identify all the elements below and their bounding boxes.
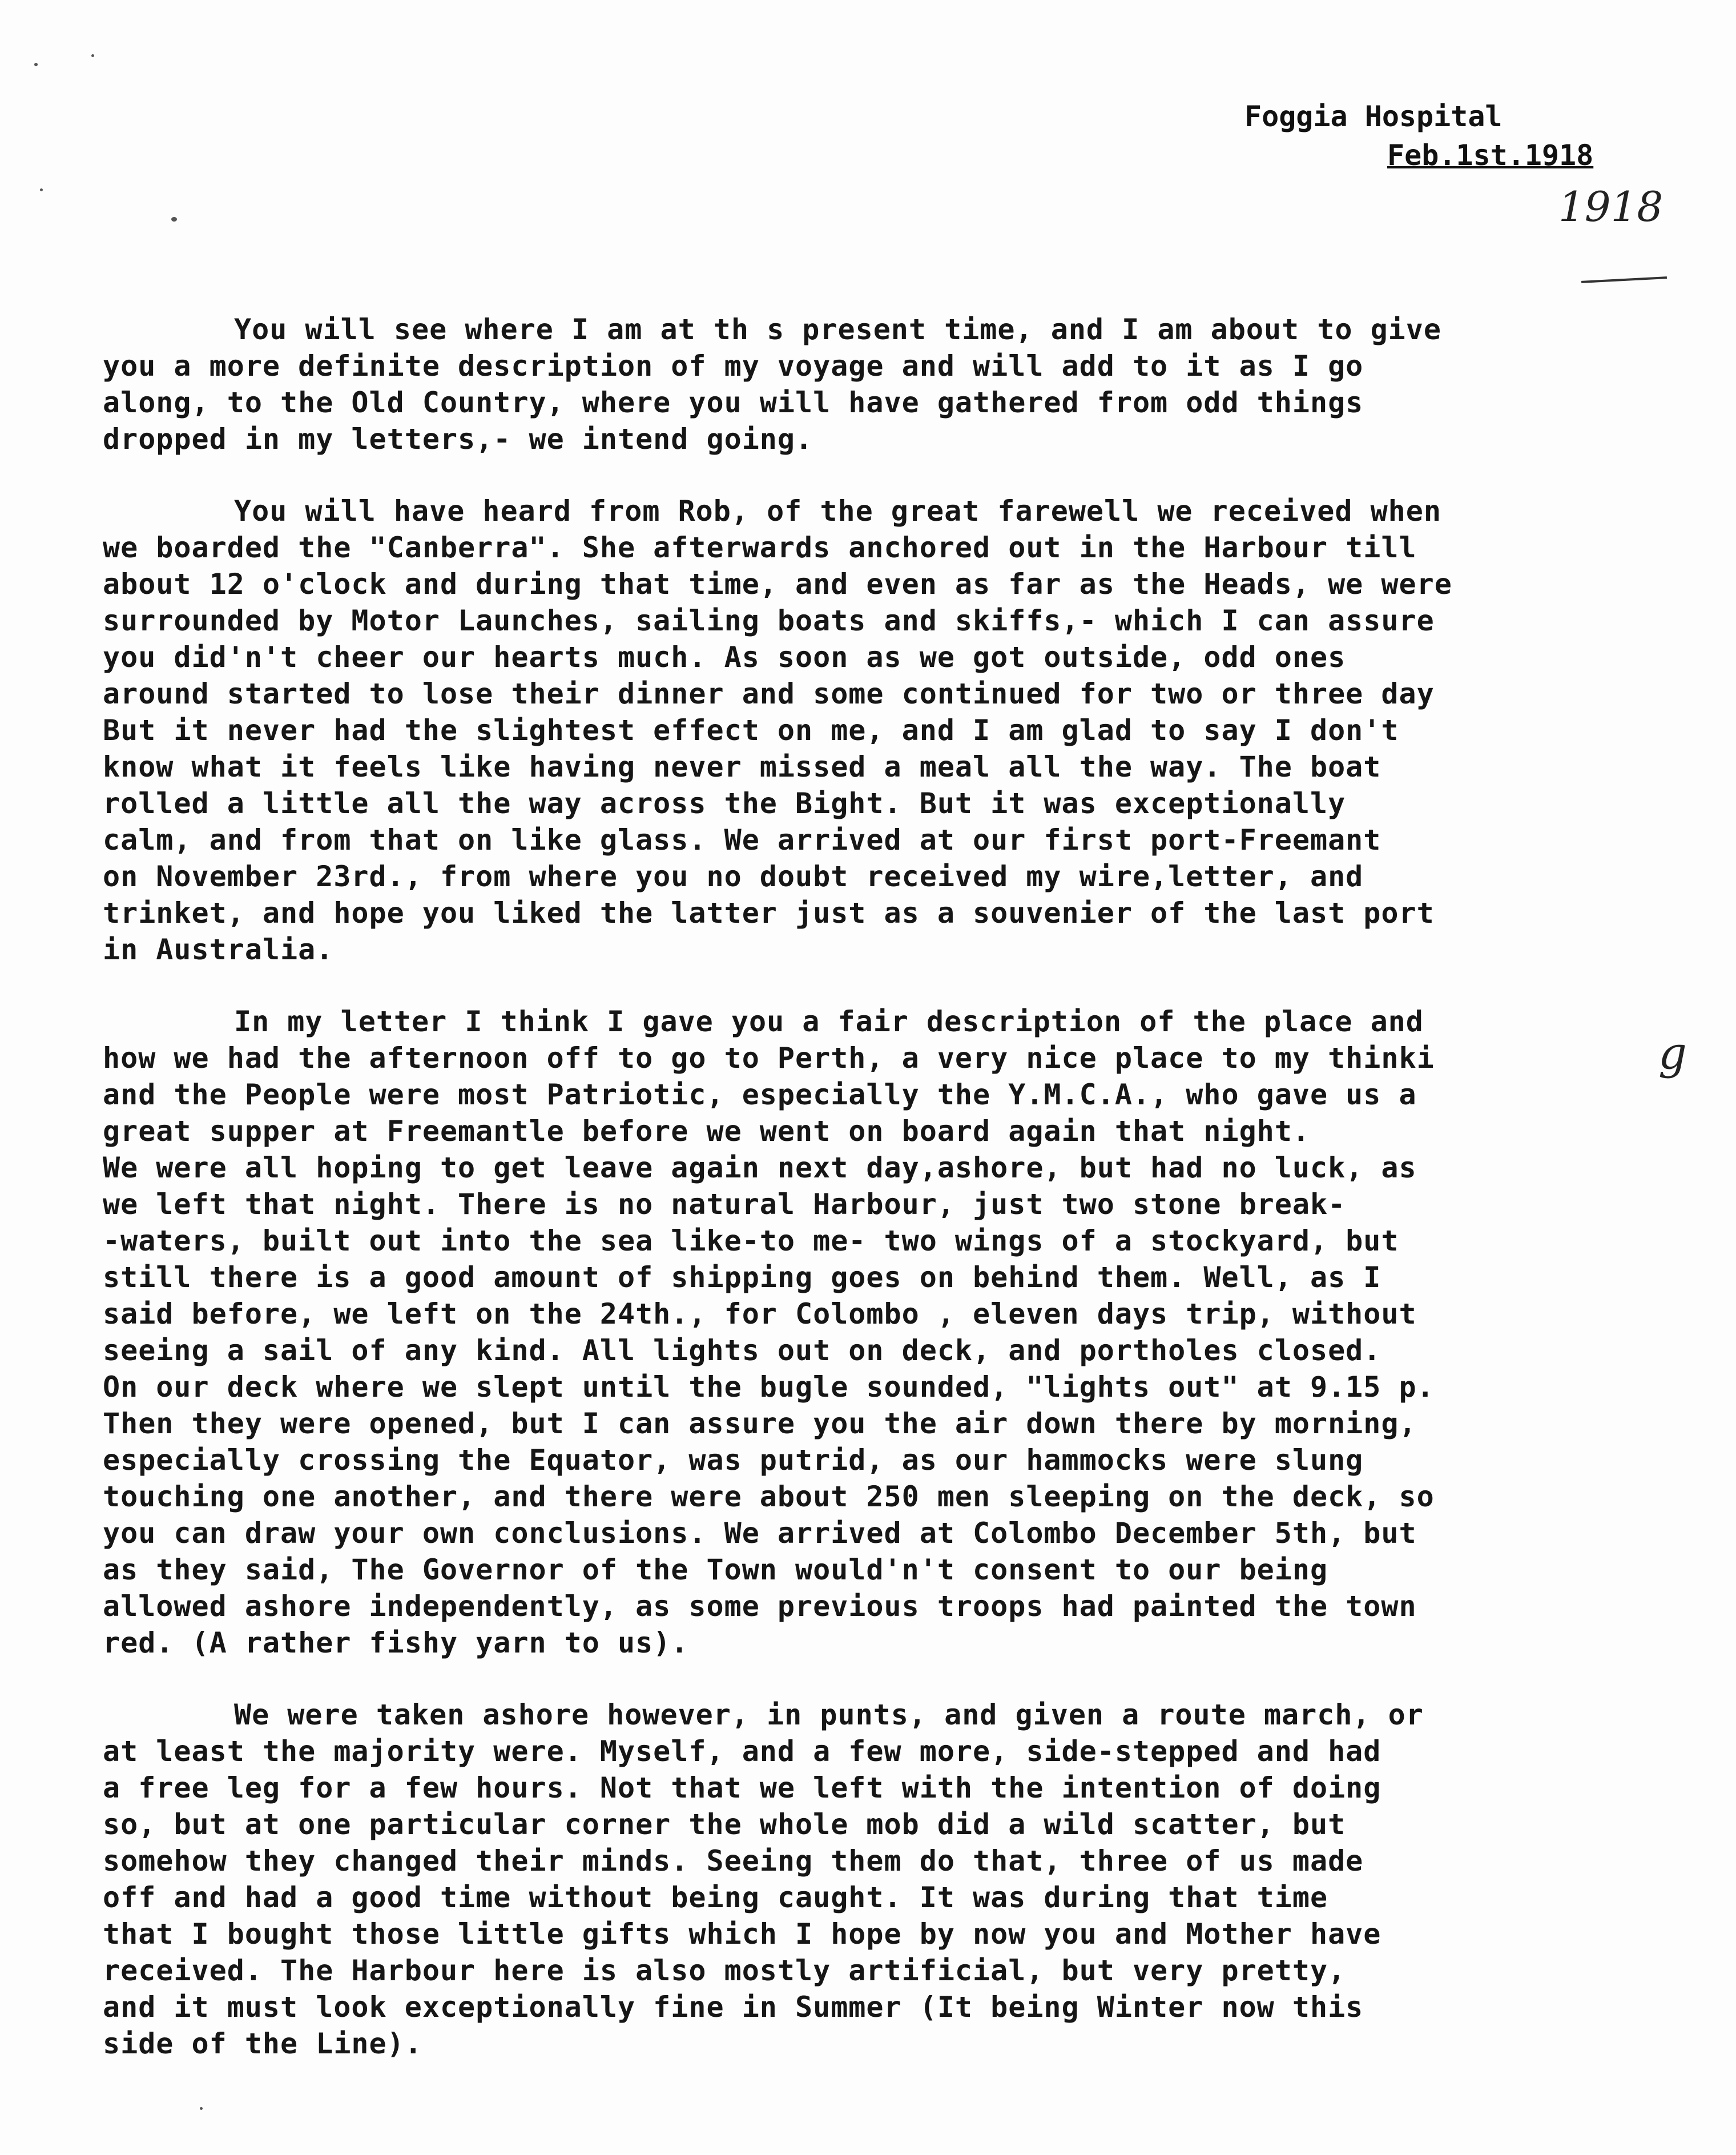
text-line: how we had the afternoon off to go to Perth, a very nice place to my thinki — [103, 1042, 1435, 1075]
paragraph-4 — [103, 1696, 1678, 2062]
text-line: you can draw your own conclusions. We arrived at Colombo December 5th, but — [103, 1517, 1417, 1550]
text-line: at least the majority were. Myself, and a few more, side-stepped and had — [103, 1735, 1381, 1768]
scan-speck — [34, 63, 38, 66]
text-line: as they said, The Governor of the Town would'n't consent to our being — [103, 1553, 1328, 1586]
text-line: you did'n't cheer our hearts much. As soon as we got outside, odd ones — [103, 641, 1346, 674]
text-line: off and had a good time without being caught. It was during that time — [103, 1881, 1328, 1914]
text-line: great supper at Freemantle before we went on board again that night. — [103, 1115, 1310, 1148]
text-line: said before, we left on the 24th., for Colombo , eleven days trip, without — [103, 1297, 1417, 1330]
text-line: allowed ashore independently, as some previous troops had painted the town — [103, 1590, 1417, 1623]
text-line: along, to the Old Country, where you will have gathered from odd things — [103, 386, 1364, 419]
text-line: that I bought those little gifts which I hope by now you and Mother have — [103, 1917, 1381, 1951]
text-line: trinket, and hope you liked the latter just as a souvenier of the last port — [103, 896, 1435, 930]
scan-speck — [200, 2107, 203, 2110]
text-line: We were taken ashore however, in punts, and given a route march, or — [234, 1698, 1424, 1731]
text-line: In my letter I think I gave you a fair description of the place and — [234, 1005, 1424, 1038]
text-line: Then they were opened, but I can assure you the air down there by morning, — [103, 1407, 1417, 1440]
text-line: calm, and from that on like glass. We arrived at our first port-Freemant — [103, 823, 1381, 857]
text-line: surrounded by Motor Launches, sailing boats and skiffs,- which I can assure — [103, 604, 1435, 637]
text-line: especially crossing the Equator, was putrid, as our hammocks were slung — [103, 1444, 1364, 1477]
text-line: so, but at one particular corner the whole mob did a wild scatter, but — [103, 1808, 1346, 1841]
text-line: We were all hoping to get leave again next day,ashore, but had no luck, as — [103, 1151, 1417, 1184]
text-line: know what it feels like having never missed a meal all the way. The boat — [103, 750, 1381, 783]
text-line: we boarded the "Canberra". She afterwards anchored out in the Harbour till — [103, 531, 1417, 564]
text-line: and it must look exceptionally fine in Summer (It being Winter now this — [103, 1991, 1364, 2024]
handwritten-year: 1918 — [1558, 183, 1664, 231]
text-line: you a more definite description of my voyage and will add to it as I go — [103, 349, 1364, 383]
text-line: touching one another, and there were about 250 men sleeping on the deck, so — [103, 1480, 1435, 1513]
text-line: seeing a sail of any kind. All lights out on deck, and portholes closed. — [103, 1334, 1381, 1367]
letter-body — [103, 311, 1678, 2097]
text-line: -waters, built out into the sea like-to me- two wings of a stockyard, but — [103, 1224, 1399, 1257]
text-line: received. The Harbour here is also mostly artificial, but very pretty, — [103, 1954, 1346, 1987]
text-line: rolled a little all the way across the Bight. But it was exceptionally — [103, 787, 1346, 820]
text-line: about 12 o'clock and during that time, and even as far as the Heads, we were — [103, 568, 1452, 601]
text-line: side of the Line). — [103, 2027, 422, 2060]
text-line: on November 23rd., from where you no doubt received my wire,letter, and — [103, 860, 1364, 893]
text-line: and the People were most Patriotic, especially the Y.M.C.A., who gave us a — [103, 1078, 1417, 1111]
text-line: On our deck where we slept until the bugle sounded, "lights out" at 9.15 p. — [103, 1370, 1435, 1404]
text-line: You will have heard from Rob, of the great farewell we received when — [234, 494, 1441, 528]
scan-speck — [171, 217, 177, 222]
paragraph-3 — [103, 1003, 1678, 1661]
text-line: around started to lose their dinner and some continued for two or three day — [103, 677, 1435, 710]
text-line: still there is a good amount of shipping goes on behind them. Well, as I — [103, 1261, 1381, 1294]
scan-speck — [91, 54, 94, 57]
paragraph-1 — [103, 311, 1678, 457]
header-date: Feb.1st.1918 — [1387, 139, 1594, 172]
text-line: in Australia. — [103, 933, 334, 966]
text-line: But it never had the slightest effect on me, and I am glad to say I don't — [103, 714, 1399, 747]
text-line: You will see where I am at th s present time, and I am about to give — [234, 313, 1441, 346]
letter-header — [1244, 97, 1593, 175]
text-line: a free leg for a few hours. Not that we left with the intention of doing — [103, 1771, 1381, 1804]
paragraph-2 — [103, 493, 1678, 968]
text-line: we left that night. There is no natural Harbour, just two stone break- — [103, 1188, 1346, 1221]
text-line: somehow they changed their minds. Seeing them do that, three of us made — [103, 1844, 1364, 1877]
scan-speck — [40, 188, 43, 191]
margin-handwritten-note: g — [1658, 1028, 1687, 1079]
text-line: dropped in my letters,- we intend going. — [103, 423, 813, 456]
text-line: red. (A rather fishy yarn to us). — [103, 1626, 689, 1659]
header-place: Foggia Hospital — [1244, 100, 1503, 133]
pen-stroke — [1581, 276, 1667, 283]
